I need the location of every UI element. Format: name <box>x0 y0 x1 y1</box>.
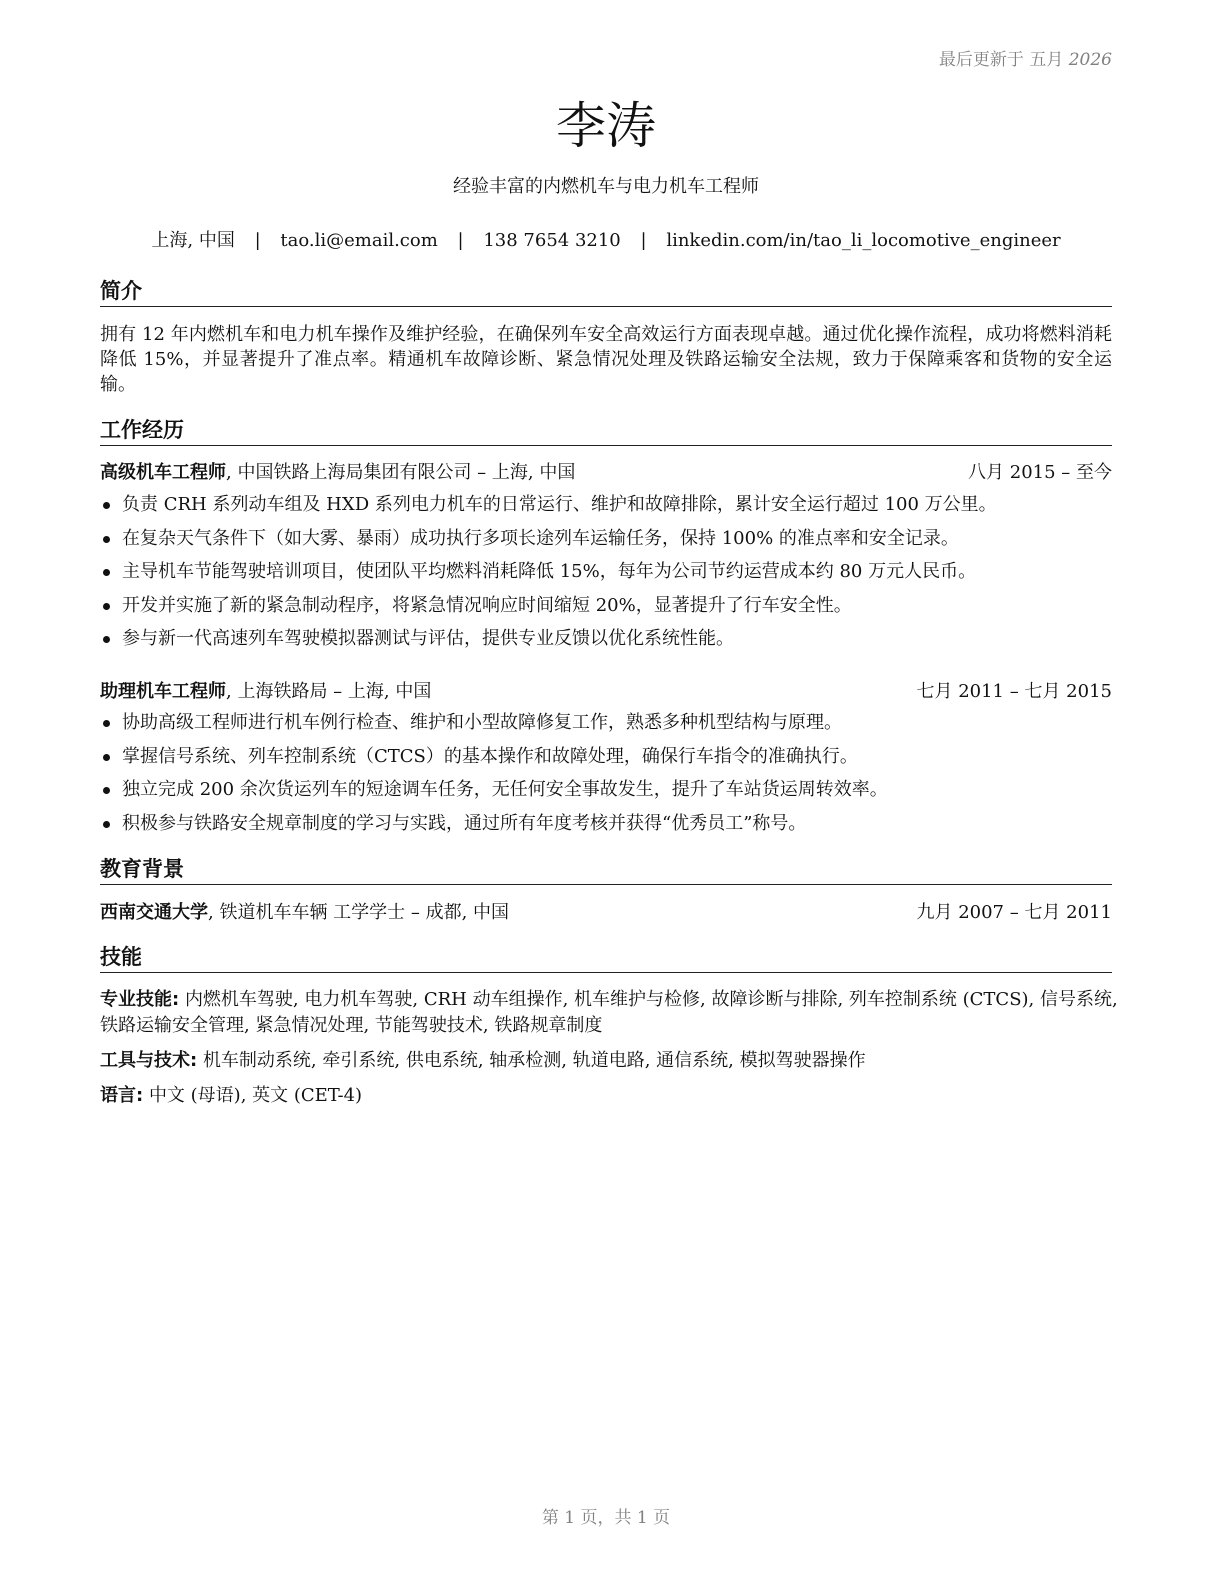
list-item: 独立完成 200 余次货运列车的短途调车任务，无任何安全事故发生，提升了车站货运周转效率。 <box>100 778 1112 812</box>
job-date: 七月 2011 – 七月 2015 <box>916 681 1112 702</box>
skill-label: 语言: <box>100 1085 144 1106</box>
list-item: 负责 CRH 系列动车组及 HXD 系列电力机车的日常运行、维护和故障排除，累计安全运行超过 100 万公里。 <box>100 493 1112 527</box>
page-footer: 第 1 页，共 1 页 <box>541 1508 671 1528</box>
education-date: 九月 2007 – 七月 2011 <box>916 902 1112 923</box>
contact-phone: 138 7654 3210 <box>483 230 621 251</box>
headline: 经验丰富的内燃机车与电力机车工程师 <box>453 176 759 197</box>
list-item: 积极参与铁路安全规章制度的学习与实践，通过所有年度考核并获得“优秀员工”称号。 <box>100 812 1112 846</box>
skills-tools <box>100 1048 1120 1074</box>
contact-email[interactable]: tao.li@email.com <box>280 230 438 251</box>
contact-separator: | <box>457 230 464 251</box>
resume-page <box>100 0 1118 1584</box>
job-role: 助理机车工程师 <box>100 681 226 702</box>
section-title-summary: 简介 <box>100 278 1112 307</box>
list-item: 协助高级工程师进行机车例行检查、维护和小型故障修复工作，熟悉多种机型结构与原理。 <box>100 711 1112 745</box>
last-updated-label: 最后更新于 五月 <box>938 50 1064 70</box>
list-item: 主导机车节能驾驶培训项目，使团队平均燃料消耗降低 15%，每年为公司节约运营成本约 80 万元人民币。 <box>100 560 1112 594</box>
contact-linkedin[interactable]: linkedin.com/in/tao_li_locomotive_engineer <box>666 230 1061 251</box>
list-item: 在复杂天气条件下（如大雾、暴雨）成功执行多项长途列车运输任务，保持 100% 的准点率和安全记录。 <box>100 527 1112 561</box>
education-detail: , 铁道机车车辆 工学学士 – 成都, 中国 <box>208 902 510 923</box>
job-date: 八月 2015 – 至今 <box>968 462 1112 483</box>
list-item: 开发并实施了新的紧急制动程序，将紧急情况响应时间缩短 20%，显著提升了行车安全性。 <box>100 594 1112 628</box>
last-updated-year: 2026 <box>1068 50 1112 70</box>
skill-value: 中文 (母语), 英文 (CET-4) <box>148 1085 363 1106</box>
summary-text: 拥有 12 年内燃机车和电力机车操作及维护经验，在确保列车安全高效运行方面表现卓越。通过优化操作流程，成功将燃料消耗降低 15%，并显著提升了准点率。精通机车故障诊断、紧急情况处理及铁路运输安全法规，致力于保障乘客和货物的安全运输。 <box>100 324 1112 395</box>
contact-separator: | <box>254 230 261 251</box>
job-role: 高级机车工程师 <box>100 462 226 483</box>
job-entry-header <box>100 680 1112 704</box>
section-title-education: 教育背景 <box>100 856 1112 885</box>
contact-location: 上海, 中国 <box>151 230 235 251</box>
list-item: 掌握信号系统、列车控制系统（CTCS）的基本操作和故障处理，确保行车指令的准确执行。 <box>100 745 1112 779</box>
skills-languages <box>100 1083 1120 1109</box>
candidate-name: 李涛 <box>556 97 656 155</box>
section-title-experience: 工作经历 <box>100 417 1112 446</box>
education-entry <box>100 901 1112 925</box>
skill-label: 专业技能: <box>100 989 180 1010</box>
education-school: 西南交通大学 <box>100 902 208 923</box>
list-item: 参与新一代高速列车驾驶模拟器测试与评估，提供专业反馈以优化系统性能。 <box>100 627 1112 661</box>
skill-label: 工具与技术: <box>100 1050 198 1071</box>
last-updated <box>939 45 1112 70</box>
skill-value: 内燃机车驾驶, 电力机车驾驶, CRH 动车组操作, 机车维护与检修, 故障诊断与排除, 列车控制系统 (CTCS), 信号系统, 铁路运输安全管理, 紧急情况处理, 节能驾驶技术, 铁路规章制度 <box>100 989 1118 1036</box>
contact-line <box>100 226 1112 252</box>
job-org: , 中国铁路上海局集团有限公司 – 上海, 中国 <box>226 462 576 483</box>
section-title-skills: 技能 <box>100 944 1112 973</box>
skills-professional <box>100 987 1120 1039</box>
job-bullet-list <box>100 493 1112 661</box>
contact-separator: | <box>640 230 647 251</box>
job-org: , 上海铁路局 – 上海, 中国 <box>226 681 432 702</box>
job-bullet-list <box>100 711 1112 845</box>
job-entry-header <box>100 461 1112 485</box>
skill-value: 机车制动系统, 牵引系统, 供电系统, 轴承检测, 轨道电路, 通信系统, 模拟驾驶器操作 <box>202 1050 866 1071</box>
